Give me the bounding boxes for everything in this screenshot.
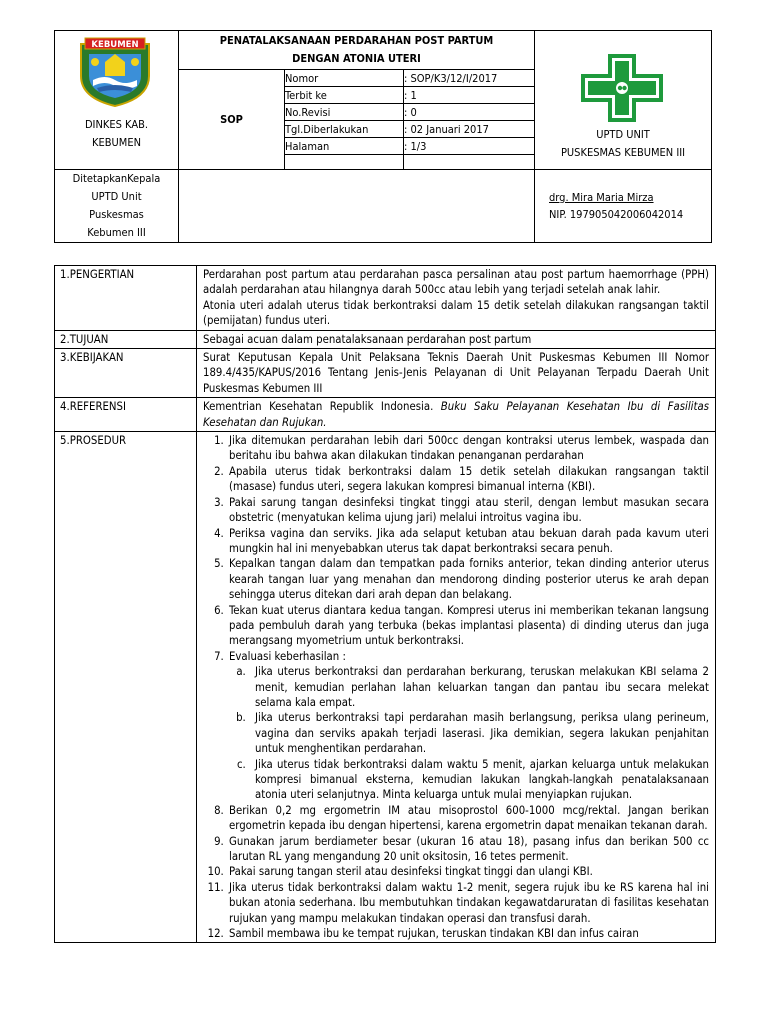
meta-empty-cell-2 <box>404 155 535 170</box>
ditetapkan-line1: DitetapkanKepala <box>72 172 161 185</box>
section-prosedur <box>55 432 716 943</box>
referensi-book-title: Buku Saku Pelayanan Kesehatan Ibu di Fasilitas Kesehatan dan Rujukan. <box>203 400 710 429</box>
section-label-referensi: 4.REFERENSI <box>55 398 197 432</box>
document-title-line1: PENATALAKSANAAN PERDARAHAN POST PARTUM <box>219 34 494 47</box>
prosedur-step: 11. Jika uterus tidak berkontraksi dalam waktu 1-2 menit, segera rujuk ibu ke RS karena hal ini bukan atonia sederhana. Ibu membutuhkan tindakan kegawatdaruratan di fasilitas kesehatan rujukan yang mampu melakukan tindakan operasi dan transfusi darah. <box>227 880 709 926</box>
org-name-line1: DINKES KAB. <box>84 118 149 131</box>
kebijakan-text: Surat Keputusan Kepala Unit Pelaksana Teknis Daerah Unit Puskesmas Kebumen III Nomor 189.4/435/KAPUS/2016 Tentang Jenis-Jenis Pelayanan di Unit Pelayanan Terpadu Daerah Unit Puskesmas Kebumen III <box>197 349 716 398</box>
section-kebijakan <box>55 349 716 398</box>
prosedur-steps-list <box>203 433 709 941</box>
section-label-pengertian: 1.PENGERTIAN <box>55 266 197 331</box>
prosedur-step-evaluasi <box>227 649 709 803</box>
prosedur-step: 2. Apabila uterus tidak berkontraksi dalam 15 detik setelah dilakukan rangsangan taktil (masase) fundus uteri, segera lakukan kompresi bimanual interna (KBI). <box>227 464 709 495</box>
document-title-line2: DENGAN ATONIA UTERI <box>292 52 421 65</box>
evaluasi-sublist <box>229 664 709 803</box>
tujuan-text: Sebagai acuan dalam penatalaksanaan perdarahan post partum <box>197 330 716 348</box>
meta-label-revisi: No.Revisi <box>285 104 404 121</box>
signatory-nip: NIP. 197905042006042014 <box>549 208 684 221</box>
sop-header-table <box>54 30 712 243</box>
prosedur-step: 1. Jika ditemukan perdarahan lebih dari 500cc dengan kontraksi uterus lembek, waspada dan beritahu ibu bahwa akan dilakukan tindakan penanganan perdarahan <box>227 433 709 464</box>
prosedur-step: 5. Kepalkan tangan dalam dan tempatkan pada forniks anterior, tekan dinding anterior uterus kearah tangan luar yang menahan dan mendorong dinding posterior uterus ke arah depan sehingga uterus ditekan dari arah depan dan belakang. <box>227 556 709 602</box>
meta-label-tgl: Tgl.Diberlakukan <box>285 121 404 138</box>
signature-cell <box>535 170 712 243</box>
evaluasi-heading: Evaluasi keberhasilan : <box>229 649 346 663</box>
section-tujuan <box>55 330 716 348</box>
referensi-text-cell <box>197 398 716 432</box>
meta-value-revisi: : 0 <box>404 104 535 121</box>
prosedur-step: 6. Tekan kuat uterus diantara kedua tangan. Kompresi uterus ini memberikan tekanan langsung pada pembuluh darah yang terbuka (bekas implantasi plasenta) di dinding uterus dan juga merangsang myometrium untuk berkontraksi. <box>227 603 709 649</box>
document-title-cell <box>179 31 535 70</box>
ditetapkan-blank-cell <box>179 170 535 243</box>
section-pengertian <box>55 266 716 331</box>
prosedur-step: 4. Periksa vagina dan serviks. Jika ada selaput ketuban atau bekuan darah pada kavum uteri mungkin hal ini menyebabkan uterus tak dapat berkontraksi secara penuh. <box>227 526 709 557</box>
evaluasi-item: b. Jika uterus berkontraksi tapi perdarahan masih berlangsung, periksa ulang perineum, vagina dan serviks apakah terjadi laserasi. Jika demikian, segera lakukan penjahitan untuk menghentikan perdarahan. <box>249 710 709 756</box>
evaluasi-item: c. Jika uterus tidak berkontraksi dalam waktu 5 menit, ajarkan keluarga untuk melakukan kompresi bimanual eksterna, kemudian lakukan langkah-langkah penatalaksanaan atonia uteri selanjutnya. Minta keluarga untuk mulai menyiapkan rujukan. <box>249 757 709 803</box>
meta-value-halaman: : 1/3 <box>404 138 535 155</box>
prosedur-step: 12. Sambil membawa ibu ke tempat rujukan, teruskan tindakan KBI dan infus cairan <box>227 926 709 941</box>
pengertian-paragraph-1: Perdarahan post partum atau perdarahan pasca persalinan atau post partum haemorrhage (PPH) adalah perdarahan atau hilangnya darah 500cc atau lebih yang terjadi setelah anak lahir. <box>203 268 709 297</box>
meta-label-nomor: Nomor <box>285 70 404 87</box>
ditetapkan-cell <box>55 170 179 243</box>
unit-name-line2: PUSKESMAS KEBUMEN III <box>560 146 686 159</box>
prosedur-step: 8. Berikan 0,2 mg ergometrin IM atau misoprostol 600-1000 mcg/rektal. Jangan berikan ergometrin kepada ibu dengan hipertensi, karena ergometrin dapat menaikan tekanan darah. <box>227 803 709 834</box>
pengertian-paragraph-2: Atonia uteri adalah uterus tidak berkontraksi dalam 15 detik setelah dilakukan rangsangan taktil (pemijatan) fundus uteri. <box>203 298 709 328</box>
prosedur-step: 9. Gunakan jarum berdiameter besar (ukuran 16 atau 18), pasang infus dan berikan 500 cc larutan RL yang mengandung 20 unit oksitosin, 16 tetes permenit. <box>227 834 709 865</box>
sop-label-cell: SOP <box>179 70 285 170</box>
section-label-kebijakan: 3.KEBIJAKAN <box>55 349 197 398</box>
meta-value-nomor: : SOP/K3/12/I/2017 <box>404 70 535 87</box>
section-label-prosedur: 5.PROSEDUR <box>55 432 197 943</box>
kebumen-emblem-icon <box>75 36 155 108</box>
org-name-line2: KEBUMEN <box>92 136 141 149</box>
puskesmas-logo-icon <box>579 52 665 124</box>
evaluasi-item: a. Jika uterus berkontraksi dan perdarahan berkurang, teruskan melakukan KBI selama 2 menit, kemudian perlahan lahan keluarkan tangan dan pantau ibu secara melekat selama kala empat. <box>249 664 709 710</box>
logo-text: KEBUMEN <box>91 40 139 50</box>
section-label-tujuan: 2.TUJUAN <box>55 330 197 348</box>
meta-label-terbit: Terbit ke <box>285 87 404 104</box>
unit-name-line1: UPTD UNIT <box>596 128 650 141</box>
ditetapkan-line3: Puskesmas <box>89 208 144 221</box>
prosedur-step: 10. Pakai sarung tangan steril atau desinfeksi tingkat tinggi dan ulangi KBI. <box>227 864 709 879</box>
org-logo-cell <box>55 31 179 170</box>
prosedur-step: 3. Pakai sarung tangan desinfeksi tingkat tinggi atau steril, dengan lembut masukan secara obstetric (menyatukan kelima ujung jari) melalui introitus vagina ibu. <box>227 495 709 526</box>
ditetapkan-line2: UPTD Unit <box>91 190 142 203</box>
signatory-name: drg. Mira Maria Mirza <box>549 191 654 204</box>
meta-label-halaman: Halaman <box>285 138 404 155</box>
sop-content-table <box>54 265 716 943</box>
meta-value-tgl: : 02 Januari 2017 <box>404 121 535 138</box>
referensi-text: Kementrian Kesehatan Republik Indonesia. <box>203 400 434 414</box>
unit-logo-cell <box>535 31 712 170</box>
prosedur-cell <box>197 432 716 943</box>
ditetapkan-line4: Kebumen III <box>87 226 146 239</box>
section-referensi <box>55 398 716 432</box>
meta-empty-cell-1 <box>285 155 404 170</box>
meta-value-terbit: : 1 <box>404 87 535 104</box>
